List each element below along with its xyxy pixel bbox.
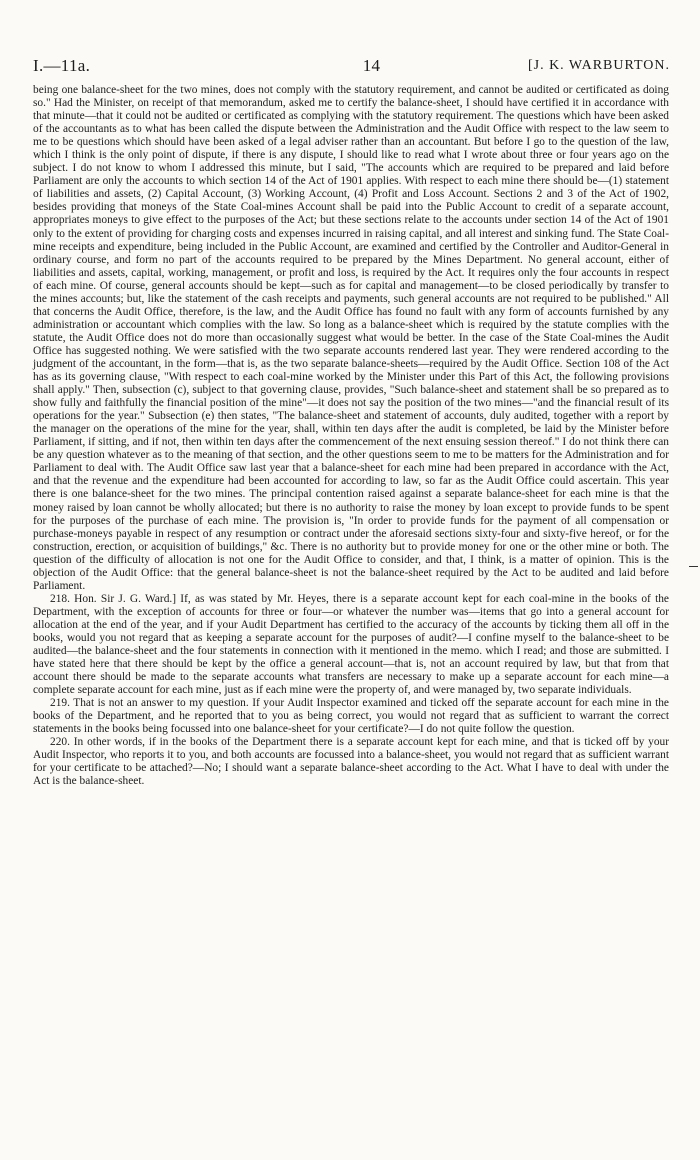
paragraph-question-219: 219. That is not an answer to my question. If your Audit Inspector examined and ticked off the separate account for each mine in the books of the Department, and he reported that to you as being correct, you would not regard that as sufficient to warrant the correct statements in the books being focussed into one balance-sheet for your certificate?—I do not quite follow the question. [33,697,669,736]
paragraph-evidence-continuation: being one balance-sheet for the two mines, does not comply with the statutory requirement, and cannot be audited or certificated as doing so." Had the Minister, on receipt of that memorandum, asked me to certify the balance-sheet, I should have certified it in accordance with that minute—that it could not be audited or certificated as complying with the statutory requirement. The questions which have been asked of the accountants as to what has been called the dispute between the Administration and the Audit Office with respect to the law seem to me to be questions which should have been asked of a legal adviser rather than an accountant. But before I go to the question of the law, which I think is the only point of dispute, if there is any dispute, I should like to read what I wrote about three or four years ago on the subject. I do not know to whom I addressed this minute, but I said, "The accounts which are required to be prepared and laid before Parliament are only the accounts to which section 14 of the Act of 1901 applies. With respect to each mine there should be—(1) statement of liabilities and assets, (2) Capital Account, (3) Working Account, (4) Profit and Loss Account. Sections 2 and 3 of the Act of 1902, besides providing that moneys of the State Coal-mines Account shall be paid into the Public Account to credit of a separate account, appropriates moneys to give effect to the purposes of the Act; but these sections relate to the accounts under section 14 of the Act of 1901 only to the extent of providing for charging costs and expenses incurred in raising capital, and all interest and sinking fund. The State Coal-mine receipts and expenditure, being included in the Public Account, are examined and certified by the Controller and Auditor-General in ordinary course, and form no part of the accounts required to be prepared by the Mines Department. No general account, either of liabilities and assets, capital, working, management, or profit and loss, is required by the Act. It requires only the four accounts in respect of each mine. Of course, general accounts should be kept—such as for capital and management—to be closed periodically by transfer to the mines accounts; but, like the statement of the cash receipts and payments, such general accounts are not required to be published." All that concerns the Audit Office, therefore, is the law, and the Audit Office has found no fault with any form of accounts furnished by any administration or accountant which complies with the law. So long as a balance-sheet which is required by the statute complies with the statute, the Audit Office does not do more than occasionally suggest what would be better. In the case of the State Coal-mines the Audit Office has suggested nothing. We were satisfied with the two separate accounts rendered last year. They were rendered according to the judgment of the accountant, in the form—that is, as the two separate balance-sheets—required by the Audit Office. Section 108 of the Act has as its governing clause, "With respect to each coal-mine worked by the Minister under this Part of this Act, the following provisions shall apply." Then, subsection (c), subject to that governing clause, provides, "Such balance-sheet and statement shall be so prepared as to show fully and faithfully the financial position of the mine"—it does not say the position of the two mines—"and the financial result of its operations for the year." Subsection (e) then states, "The balance-sheet and statement of accounts, duly audited, together with a report by the manager on the operations of the mine for the year, shall, within ten days after the audit is completed, be laid by the Minister before Parliament, if sitting, and if not, then within ten days after the commencement of the next ensuing session thereof." I do not think there can be any question whatever as to the meaning of that section, and the other questions seem to me to be matters for the Administration and for Parliament to deal with. The Audit Office saw last year that a balance-sheet for each mine had been prepared in accordance with the Act, and that the revenue and the expenditure had been accounted for according to law, so far as the Audit Office could ascertain. This year there is one balance-sheet for the two mines. The principal contention raised against a separate balance-sheet for each mine is that the money raised by loan cannot be wholly allocated; but there is no authority to raise the money by loan except to provide funds to be spent for the purposes of the purchase of each mine. The provision is, "In order to provide funds for the payment of all compensation or purchase-moneys payable in respect of any resumption or contract under the aforesaid sections sixty-four and sixty-five hereof, or for the construction, erection, or acquisition of buildings," &c. There is no authority but to provide money for one or the other mine or both. The question of the difficulty of allocation is not one for the Audit Office to consider, and that, I think, is a matter of opinion. This is the objection of the Audit Office: that the general balance-sheet is not the balance-sheet required by the Act to be audited and laid before Parliament. [33,84,669,592]
document-body [33,84,669,789]
page-header [33,56,670,80]
page-number: 14 [362,56,381,75]
witness-name: [J. K. WARBURTON. [527,58,670,73]
paper-reference: I.—11a. [33,56,91,75]
margin-mark [689,566,698,567]
paragraph-question-218: 218. Hon. Sir J. G. Ward.] If, as was stated by Mr. Heyes, there is a separate account kept for each coal-mine in the books of the Department, with the exception of accounts for three or four—or whatever the number was—items that go into a general account for allocation at the end of the year, and if your Audit Department has certified to the accuracy of the accounts by ticking them all off in the books, would you not regard that as keeping a separate account for the purposes of audit?—I confine myself to the balance-sheet to be audited—the balance-sheet and the four statements in connection with it mentioned in the memo. which I read; and those are submitted. I have stated here that there should be kept by the office a general account—that is, not an account required by law, but that from that account there should be made to the separate accounts what transfers are necessary to make up a separate account for each mine—a complete separate account for each mine, just as if each mine were the property of, and were managed by, two separate individuals. [33,592,669,697]
paragraph-question-220: 220. In other words, if in the books of the Department there is a separate account kept for each mine, and that is ticked off by your Audit Inspector, who reports it to you, and both accounts are focussed into a balance-sheet, you would not regard that as sufficient warrant for your certificate to be attached?—No; I should want a separate balance-sheet according to the Act. What I have to deal with under the Act is the balance-sheet. [33,736,669,788]
